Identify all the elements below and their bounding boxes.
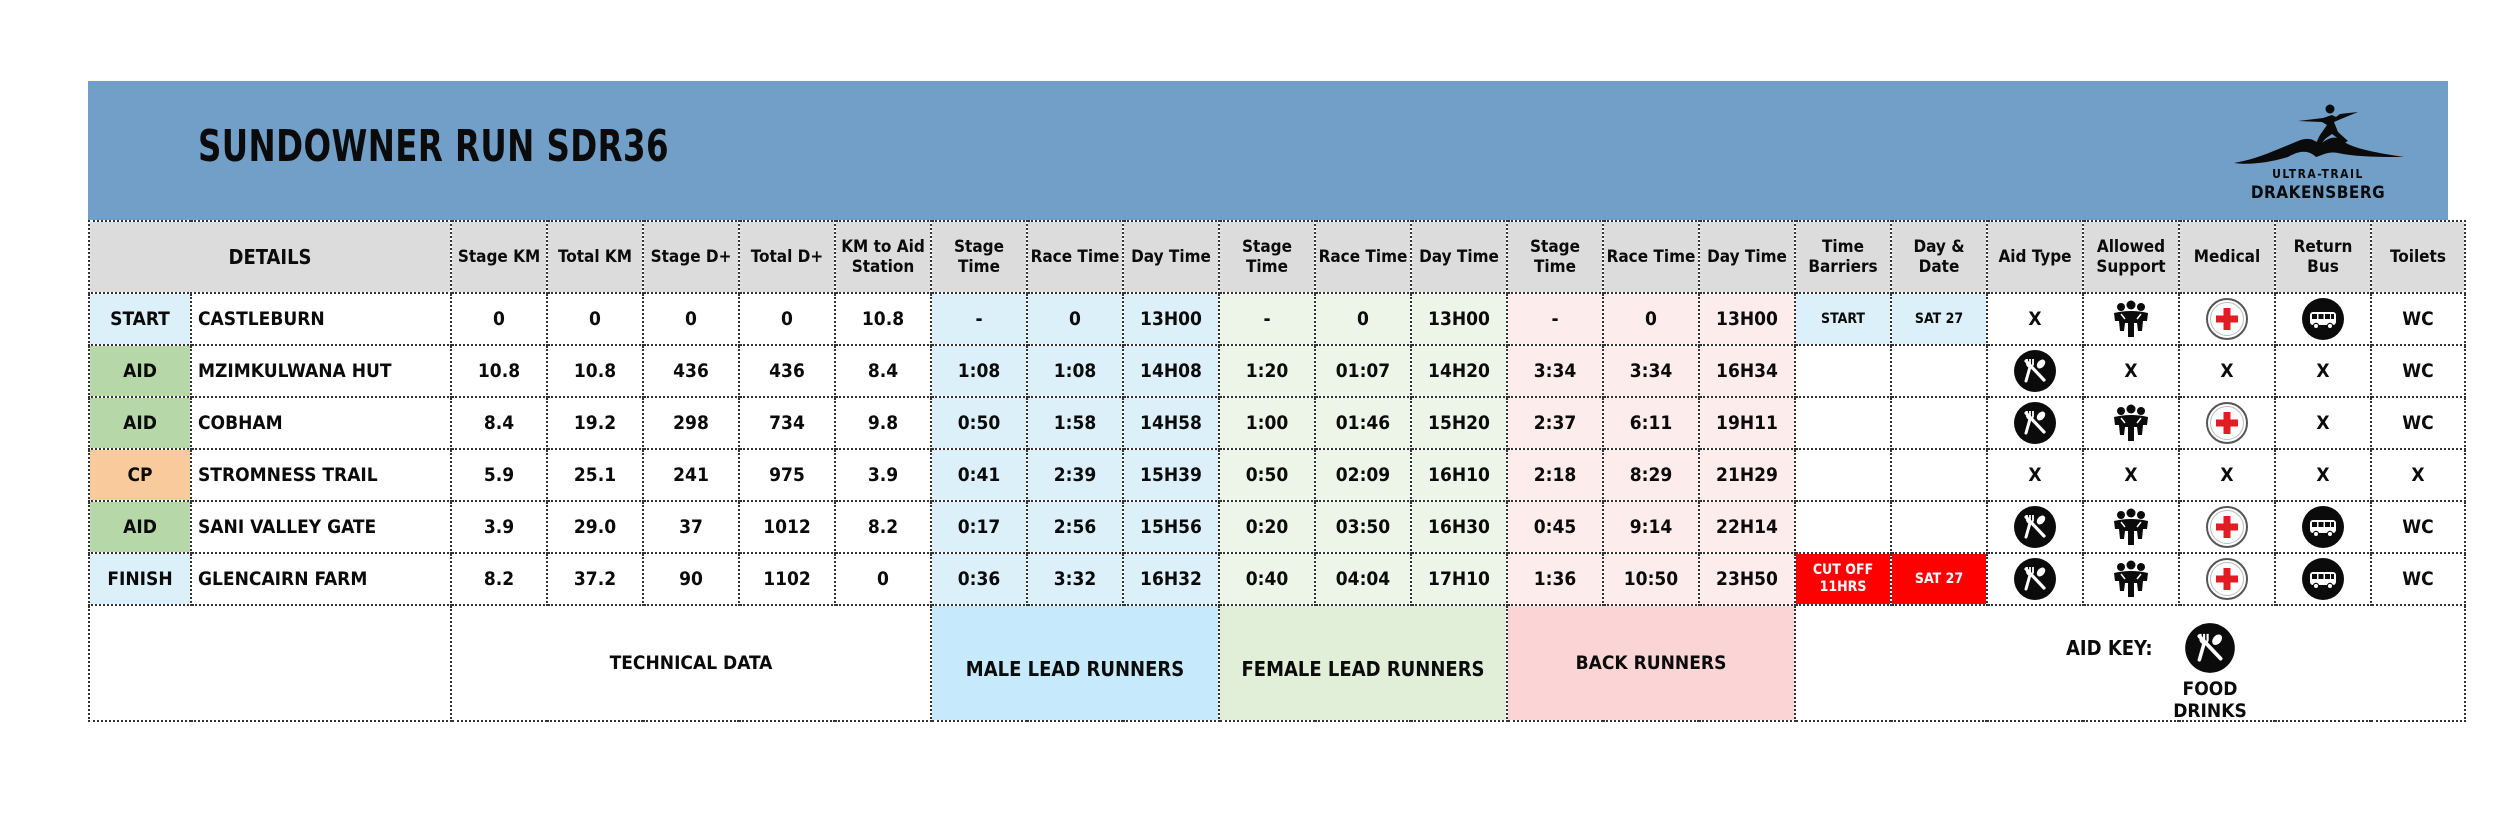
food-icon xyxy=(2013,349,2057,393)
time-barrier xyxy=(1795,449,1891,501)
female-day-time: 15H20 xyxy=(1411,397,1507,449)
stage-km: 0 xyxy=(451,293,547,345)
table-row xyxy=(89,345,2465,397)
medical-icon xyxy=(2205,297,2249,341)
stage-d-plus: 298 xyxy=(643,397,739,449)
male-stage-time: - xyxy=(931,293,1027,345)
back-race-time: 3:34 xyxy=(1603,345,1699,397)
bus-icon xyxy=(2301,505,2345,549)
header-row xyxy=(89,221,2465,293)
medical xyxy=(2179,397,2275,449)
male-race-time: 3:32 xyxy=(1027,553,1123,605)
legend-blank xyxy=(89,605,451,721)
header-toilets: Toilets xyxy=(2371,221,2465,293)
back-stage-time: 2:18 xyxy=(1507,449,1603,501)
location-name: STROMNESS TRAIL xyxy=(191,449,451,501)
table-row xyxy=(89,553,2465,605)
allowed-support xyxy=(2083,553,2179,605)
total-km: 37.2 xyxy=(547,553,643,605)
stage-km: 5.9 xyxy=(451,449,547,501)
back-race-time: 9:14 xyxy=(1603,501,1699,553)
return-bus xyxy=(2275,293,2371,345)
medical xyxy=(2179,501,2275,553)
header-aid-type: Aid Type xyxy=(1987,221,2083,293)
male-day-time: 14H58 xyxy=(1123,397,1219,449)
header-time-barriers: Time Barriers xyxy=(1795,221,1891,293)
back-race-time: 8:29 xyxy=(1603,449,1699,501)
female-day-time: 16H10 xyxy=(1411,449,1507,501)
stage-km: 10.8 xyxy=(451,345,547,397)
back-day-time: 23H50 xyxy=(1699,553,1795,605)
toilets: WC xyxy=(2371,345,2465,397)
back-stage-time: 3:34 xyxy=(1507,345,1603,397)
female-race-time: 03:50 xyxy=(1315,501,1411,553)
km-to-aid: 3.9 xyxy=(835,449,931,501)
aid-type: X xyxy=(1987,449,2083,501)
total-d-plus: 734 xyxy=(739,397,835,449)
female-stage-time: 1:20 xyxy=(1219,345,1315,397)
medical: X xyxy=(2179,345,2275,397)
support-icon xyxy=(2109,401,2153,445)
female-day-time: 13H00 xyxy=(1411,293,1507,345)
female-day-time: 17H10 xyxy=(1411,553,1507,605)
back-stage-time: 0:45 xyxy=(1507,501,1603,553)
back-day-time: 16H34 xyxy=(1699,345,1795,397)
female-race-time: 01:46 xyxy=(1315,397,1411,449)
food-icon xyxy=(2013,505,2057,549)
medical xyxy=(2179,293,2275,345)
day-date xyxy=(1891,449,1987,501)
stage-d-plus: 37 xyxy=(643,501,739,553)
return-bus xyxy=(2275,553,2371,605)
checkpoint-type: AID xyxy=(89,501,191,553)
female-stage-time: 0:40 xyxy=(1219,553,1315,605)
female-race-time: 02:09 xyxy=(1315,449,1411,501)
back-race-time: 0 xyxy=(1603,293,1699,345)
header-medical: Medical xyxy=(2179,221,2275,293)
location-name: GLENCAIRN FARM xyxy=(191,553,451,605)
male-day-time: 15H39 xyxy=(1123,449,1219,501)
checkpoint-type: AID xyxy=(89,397,191,449)
back-race-time: 6:11 xyxy=(1603,397,1699,449)
stage-km: 8.2 xyxy=(451,553,547,605)
ultra-trail-logo xyxy=(2228,101,2408,213)
female-stage-time: 0:20 xyxy=(1219,501,1315,553)
day-date xyxy=(1891,345,1987,397)
total-km: 19.2 xyxy=(547,397,643,449)
allowed-support: X xyxy=(2083,449,2179,501)
toilets: WC xyxy=(2371,397,2465,449)
day-date: SAT 27 xyxy=(1891,293,1987,345)
header-stage-d: Stage D+ xyxy=(643,221,739,293)
legend-back xyxy=(1507,605,1795,721)
time-barrier xyxy=(1795,501,1891,553)
total-d-plus: 1012 xyxy=(739,501,835,553)
male-stage-time: 0:17 xyxy=(931,501,1027,553)
bus-icon xyxy=(2301,297,2345,341)
aid-type: X xyxy=(1987,293,2083,345)
return-bus: X xyxy=(2275,397,2371,449)
male-race-time: 2:39 xyxy=(1027,449,1123,501)
location-name: CASTLEBURN xyxy=(191,293,451,345)
male-day-time: 15H56 xyxy=(1123,501,1219,553)
time-barrier xyxy=(1795,345,1891,397)
legend-male xyxy=(931,605,1219,721)
female-race-time: 0 xyxy=(1315,293,1411,345)
male-day-time: 16H32 xyxy=(1123,553,1219,605)
food-icon xyxy=(2013,557,2057,601)
food-icon xyxy=(2184,622,2236,674)
location-name: SANI VALLEY GATE xyxy=(191,501,451,553)
time-barrier: CUT OFF 11HRS xyxy=(1795,553,1891,605)
return-bus xyxy=(2275,501,2371,553)
medical xyxy=(2179,553,2275,605)
bus-icon xyxy=(2301,557,2345,601)
medical: X xyxy=(2179,449,2275,501)
header-male-stage-time: Stage Time xyxy=(931,221,1027,293)
location-name: COBHAM xyxy=(191,397,451,449)
allowed-support xyxy=(2083,397,2179,449)
medical-icon xyxy=(2205,557,2249,601)
header-details: DETAILS xyxy=(89,221,451,293)
time-barrier xyxy=(1795,397,1891,449)
checkpoint-type: CP xyxy=(89,449,191,501)
aid-key-label: AID KEY: xyxy=(2066,636,2153,660)
male-stage-time: 0:50 xyxy=(931,397,1027,449)
header-back-day-time: Day Time xyxy=(1699,221,1795,293)
toilets: X xyxy=(2371,449,2465,501)
checkpoint-type: START xyxy=(89,293,191,345)
km-to-aid: 9.8 xyxy=(835,397,931,449)
logo-line1: ULTRA-TRAIL xyxy=(2272,167,2364,181)
total-km: 29.0 xyxy=(547,501,643,553)
food-icon xyxy=(2013,401,2057,445)
aid-type xyxy=(1987,345,2083,397)
male-race-time: 1:08 xyxy=(1027,345,1123,397)
checkpoint-type: AID xyxy=(89,345,191,397)
total-km: 25.1 xyxy=(547,449,643,501)
header-female-day-time: Day Time xyxy=(1411,221,1507,293)
medical-icon xyxy=(2205,505,2249,549)
race-sheet xyxy=(88,81,2448,722)
aid-type xyxy=(1987,501,2083,553)
stage-d-plus: 436 xyxy=(643,345,739,397)
header-km-to-aid: KM to Aid Station xyxy=(835,221,931,293)
header-female-stage-time: Stage Time xyxy=(1219,221,1315,293)
table-row xyxy=(89,293,2465,345)
km-to-aid: 8.2 xyxy=(835,501,931,553)
time-barrier: START xyxy=(1795,293,1891,345)
total-d-plus: 975 xyxy=(739,449,835,501)
back-stage-time: 1:36 xyxy=(1507,553,1603,605)
return-bus: X xyxy=(2275,345,2371,397)
male-stage-time: 1:08 xyxy=(931,345,1027,397)
km-to-aid: 0 xyxy=(835,553,931,605)
medical-icon xyxy=(2205,401,2249,445)
female-race-time: 04:04 xyxy=(1315,553,1411,605)
aid-type xyxy=(1987,553,2083,605)
title-banner xyxy=(88,81,2448,220)
total-d-plus: 1102 xyxy=(739,553,835,605)
female-race-time: 01:07 xyxy=(1315,345,1411,397)
legend-female-label: FEMALE LEAD RUNNERS xyxy=(1241,657,1485,681)
total-km: 0 xyxy=(547,293,643,345)
header-male-race-time: Race Time xyxy=(1027,221,1123,293)
stage-d-plus: 90 xyxy=(643,553,739,605)
allowed-support xyxy=(2083,501,2179,553)
female-day-time: 14H20 xyxy=(1411,345,1507,397)
table-row xyxy=(89,501,2465,553)
back-stage-time: 2:37 xyxy=(1507,397,1603,449)
route-table xyxy=(88,220,2466,722)
male-stage-time: 0:36 xyxy=(931,553,1027,605)
header-return-bus: Return Bus xyxy=(2275,221,2371,293)
aid-type xyxy=(1987,397,2083,449)
back-stage-time: - xyxy=(1507,293,1603,345)
back-day-time: 22H14 xyxy=(1699,501,1795,553)
stage-d-plus: 0 xyxy=(643,293,739,345)
checkpoint-type: FINISH xyxy=(89,553,191,605)
allowed-support: X xyxy=(2083,345,2179,397)
table-row xyxy=(89,449,2465,501)
female-stage-time: 1:00 xyxy=(1219,397,1315,449)
stage-km: 3.9 xyxy=(451,501,547,553)
stage-d-plus: 241 xyxy=(643,449,739,501)
header-stage-km: Stage KM xyxy=(451,221,547,293)
aid-key-drinks: DRINKS xyxy=(2173,700,2247,721)
male-day-time: 13H00 xyxy=(1123,293,1219,345)
legend-aid-key xyxy=(1795,605,2465,721)
back-race-time: 10:50 xyxy=(1603,553,1699,605)
header-day-date: Day & Date xyxy=(1891,221,1987,293)
legend-technical-label: TECHNICAL DATA xyxy=(609,652,773,674)
page-title: SUNDOWNER RUN SDR36 xyxy=(198,121,670,172)
male-stage-time: 0:41 xyxy=(931,449,1027,501)
km-to-aid: 10.8 xyxy=(835,293,931,345)
total-km: 10.8 xyxy=(547,345,643,397)
header-total-d: Total D+ xyxy=(739,221,835,293)
female-stage-time: 0:50 xyxy=(1219,449,1315,501)
aid-key-food: FOOD xyxy=(2182,678,2238,700)
header-back-race-time: Race Time xyxy=(1603,221,1699,293)
legend-female xyxy=(1219,605,1507,721)
male-race-time: 0 xyxy=(1027,293,1123,345)
legend-technical xyxy=(451,605,931,721)
day-date xyxy=(1891,397,1987,449)
support-icon xyxy=(2109,557,2153,601)
allowed-support xyxy=(2083,293,2179,345)
header-back-stage-time: Stage Time xyxy=(1507,221,1603,293)
female-stage-time: - xyxy=(1219,293,1315,345)
km-to-aid: 8.4 xyxy=(835,345,931,397)
legend-back-label: BACK RUNNERS xyxy=(1575,652,1727,674)
male-race-time: 2:56 xyxy=(1027,501,1123,553)
back-day-time: 19H11 xyxy=(1699,397,1795,449)
back-day-time: 13H00 xyxy=(1699,293,1795,345)
day-date: SAT 27 xyxy=(1891,553,1987,605)
header-total-km: Total KM xyxy=(547,221,643,293)
location-name: MZIMKULWANA HUT xyxy=(191,345,451,397)
header-male-day-time: Day Time xyxy=(1123,221,1219,293)
header-female-race-time: Race Time xyxy=(1315,221,1411,293)
toilets: WC xyxy=(2371,553,2465,605)
runner-mountain-icon xyxy=(2228,101,2408,171)
toilets: WC xyxy=(2371,293,2465,345)
support-icon xyxy=(2109,505,2153,549)
toilets: WC xyxy=(2371,501,2465,553)
total-d-plus: 436 xyxy=(739,345,835,397)
return-bus: X xyxy=(2275,449,2371,501)
back-day-time: 21H29 xyxy=(1699,449,1795,501)
legend-male-label: MALE LEAD RUNNERS xyxy=(965,657,1185,681)
stage-km: 8.4 xyxy=(451,397,547,449)
female-day-time: 16H30 xyxy=(1411,501,1507,553)
day-date xyxy=(1891,501,1987,553)
header-allowed-support: Allowed Support xyxy=(2083,221,2179,293)
male-day-time: 14H08 xyxy=(1123,345,1219,397)
total-d-plus: 0 xyxy=(739,293,835,345)
logo-line2: DRAKENSBERG xyxy=(2250,183,2386,203)
table-row xyxy=(89,397,2465,449)
male-race-time: 1:58 xyxy=(1027,397,1123,449)
support-icon xyxy=(2109,297,2153,341)
legend-row xyxy=(89,605,2465,721)
